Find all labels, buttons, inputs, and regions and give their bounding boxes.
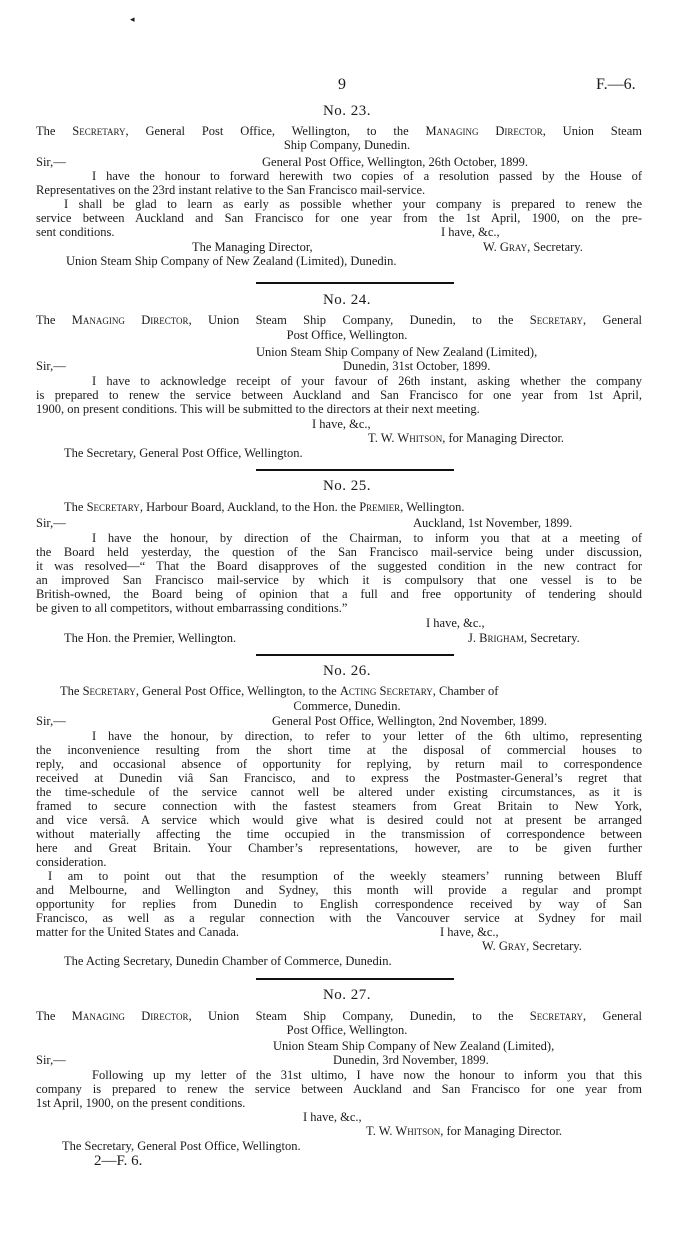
- body-line: without materially affecting the time occupied in the transmission of correspondence between: [36, 827, 642, 841]
- salutation: Sir,—: [36, 1053, 66, 1067]
- closing: I have, &c.,: [312, 417, 371, 431]
- body-line: I have the honour, by direction, to refer to your letter of the 6th ultimo, representing: [92, 729, 642, 743]
- closing: I have, &c.,: [426, 616, 485, 630]
- addressee: The Secretary, General Post Office, Wellington.: [64, 446, 303, 460]
- body-line: is prepared to renew the service between Auckland and San Francisco for one year from 1st April,: [36, 388, 642, 402]
- body-line: Representatives on the 23rd instant relative to the San Francisco mail-service.: [36, 183, 426, 197]
- closing: I have, &c.,: [440, 925, 499, 939]
- body-line: be given to all competitors, without embarrassing conditions.”: [36, 601, 348, 615]
- body-line: here and Great Britain. Your Chamber’s representations, however, are to be given further: [36, 841, 642, 855]
- body-line: an improved San Francisco mail-service by which it is compulsory that one vessel is to be: [36, 573, 642, 587]
- body-line: reply, and occasional absence of opportunity for replying, by return mail to correspondence: [36, 757, 642, 771]
- salutation: Sir,—: [36, 155, 66, 169]
- body-line: opportunity for replies from Dunedin to English correspondence received by way of San: [36, 897, 642, 911]
- signature: W. Gray, Secretary.: [482, 939, 582, 953]
- section-divider: [256, 654, 454, 656]
- section-divider: [256, 469, 454, 471]
- body-line: sent conditions.: [36, 225, 115, 239]
- dateline: General Post Office, Wellington, 2nd November, 1899.: [272, 714, 548, 728]
- section-divider: [256, 282, 454, 284]
- letter-number: No. 23.: [322, 103, 372, 119]
- letter-heading: The Managing Director, Union Steam Ship Company, Dunedin, to the Secretary, General: [36, 1009, 643, 1023]
- dateline: General Post Office, Wellington, 26th October, 1899.: [262, 155, 529, 169]
- signature: T. W. Whitson, for Managing Director.: [366, 1124, 563, 1138]
- body-line: I am to point out that the resumption of the weekly steamers’ running between Bluff: [48, 869, 642, 883]
- signature: J. Brigham, Secretary.: [468, 631, 580, 645]
- body-line: Francisco, as well as a regular connection with the Vancouver service at Sydney for mail: [36, 911, 642, 925]
- body-line: the Board held yesterday, the question of the San Francisco mail-service being under discussion,: [36, 545, 642, 559]
- letter-heading-continued: Ship Company, Dunedin.: [283, 138, 411, 152]
- letter-heading: The Secretary, General Post Office, Wellington, to the Managing Director, Union Steam: [36, 124, 642, 138]
- addressee: Union Steam Ship Company of New Zealand (Limited), Dunedin.: [66, 254, 397, 268]
- organisation-line: Union Steam Ship Company of New Zealand (Limited),: [256, 345, 538, 359]
- section-divider: [256, 978, 454, 980]
- body-line: and Melbourne, and Wellington and Sydney, this month will provide a regular and prompt: [36, 883, 642, 897]
- dateline: Dunedin, 31st October, 1899.: [343, 359, 491, 373]
- salutation: Sir,—: [36, 714, 66, 728]
- stray-mark: ◂: [130, 14, 135, 24]
- letter-number: No. 26.: [322, 663, 372, 679]
- signature: T. W. Whitson, for Managing Director.: [368, 431, 565, 445]
- body-line: company is prepared to renew the service between Auckland and San Francisco for one year from: [36, 1082, 642, 1096]
- letter-heading: The Secretary, Harbour Board, Auckland, to the Hon. the Premier, Wellington.: [64, 500, 465, 514]
- page-number: 9: [338, 76, 346, 93]
- footer-signature-mark: 2—F. 6.: [94, 1153, 143, 1169]
- salutation: Sir,—: [36, 359, 66, 373]
- letter-heading-continued: Post Office, Wellington.: [286, 1023, 408, 1037]
- body-line: service between Auckland and San Francisco for one year from the 1st April, 1900, on the pre-: [36, 211, 642, 225]
- addressee: The Hon. the Premier, Wellington.: [64, 631, 237, 645]
- letter-heading-continued: Post Office, Wellington.: [286, 328, 408, 342]
- body-line: the inconvenience resulting from the short time at the disposal of commercial houses to: [36, 743, 642, 757]
- body-line: the time-schedule of the service cannot well be altered under existing circumstances, as it is: [36, 785, 642, 799]
- closing: I have, &c.,: [303, 1110, 362, 1124]
- body-line: it was resolved—“ That the Board disapproves of the suggested condition in the new contract for: [36, 559, 642, 573]
- body-line: received at Dunedin viâ San Francisco, and to express the Postmaster-General’s regret that: [36, 771, 642, 785]
- letter-number: No. 25.: [322, 478, 372, 494]
- body-line: British-owned, the Board being of opinion that a full and free opportunity of tendering should: [36, 587, 642, 601]
- body-line: 1st April, 1900, on the present conditions.: [36, 1096, 246, 1110]
- body-line: consideration.: [36, 855, 107, 869]
- letter-number: No. 24.: [322, 292, 372, 308]
- salutation: Sir,—: [36, 516, 66, 530]
- body-line: 1900, on present conditions. This will be submitted to the directors at their next meeting.: [36, 402, 480, 416]
- addressee: The Acting Secretary, Dunedin Chamber of Commerce, Dunedin.: [64, 954, 392, 968]
- body-line: I have the honour to forward herewith two copies of a resolution passed by the House of: [92, 169, 642, 183]
- dateline: Auckland, 1st November, 1899.: [413, 516, 573, 530]
- body-line: and vice versâ. A service which would give what is desired could not at present be arranged: [36, 813, 642, 827]
- body-line: I shall be glad to learn as early as possible whether your company is prepared to renew the: [64, 197, 642, 211]
- body-line: framed to secure connection with the fastest steamers from Great Britain to New York,: [36, 799, 642, 813]
- body-line: I have the honour, by direction of the Chairman, to inform you that at a meeting of: [92, 531, 642, 545]
- addressee: The Secretary, General Post Office, Wellington.: [62, 1139, 301, 1153]
- signature: W. Gray, Secretary.: [483, 240, 583, 254]
- letter-heading: The Secretary, General Post Office, Wellington, to the Acting Secretary, Chamber of: [60, 684, 499, 698]
- letter-number: No. 27.: [322, 987, 372, 1003]
- document-reference: F.—6.: [596, 76, 636, 93]
- body-line: matter for the United States and Canada.: [36, 925, 240, 939]
- closing: I have, &c.,: [441, 225, 500, 239]
- letter-heading: The Managing Director, Union Steam Ship Company, Dunedin, to the Secretary, General: [36, 313, 643, 327]
- body-line: Following up my letter of the 31st ultimo, I have now the honour to inform you that this: [92, 1068, 642, 1082]
- dateline: Dunedin, 3rd November, 1899.: [333, 1053, 489, 1067]
- letter-heading-continued: Commerce, Dunedin.: [293, 699, 401, 713]
- organisation-line: Union Steam Ship Company of New Zealand (Limited),: [273, 1039, 555, 1053]
- addressee: The Managing Director,: [192, 240, 313, 254]
- body-line: I have to acknowledge receipt of your favour of 26th instant, asking whether the company: [92, 374, 642, 388]
